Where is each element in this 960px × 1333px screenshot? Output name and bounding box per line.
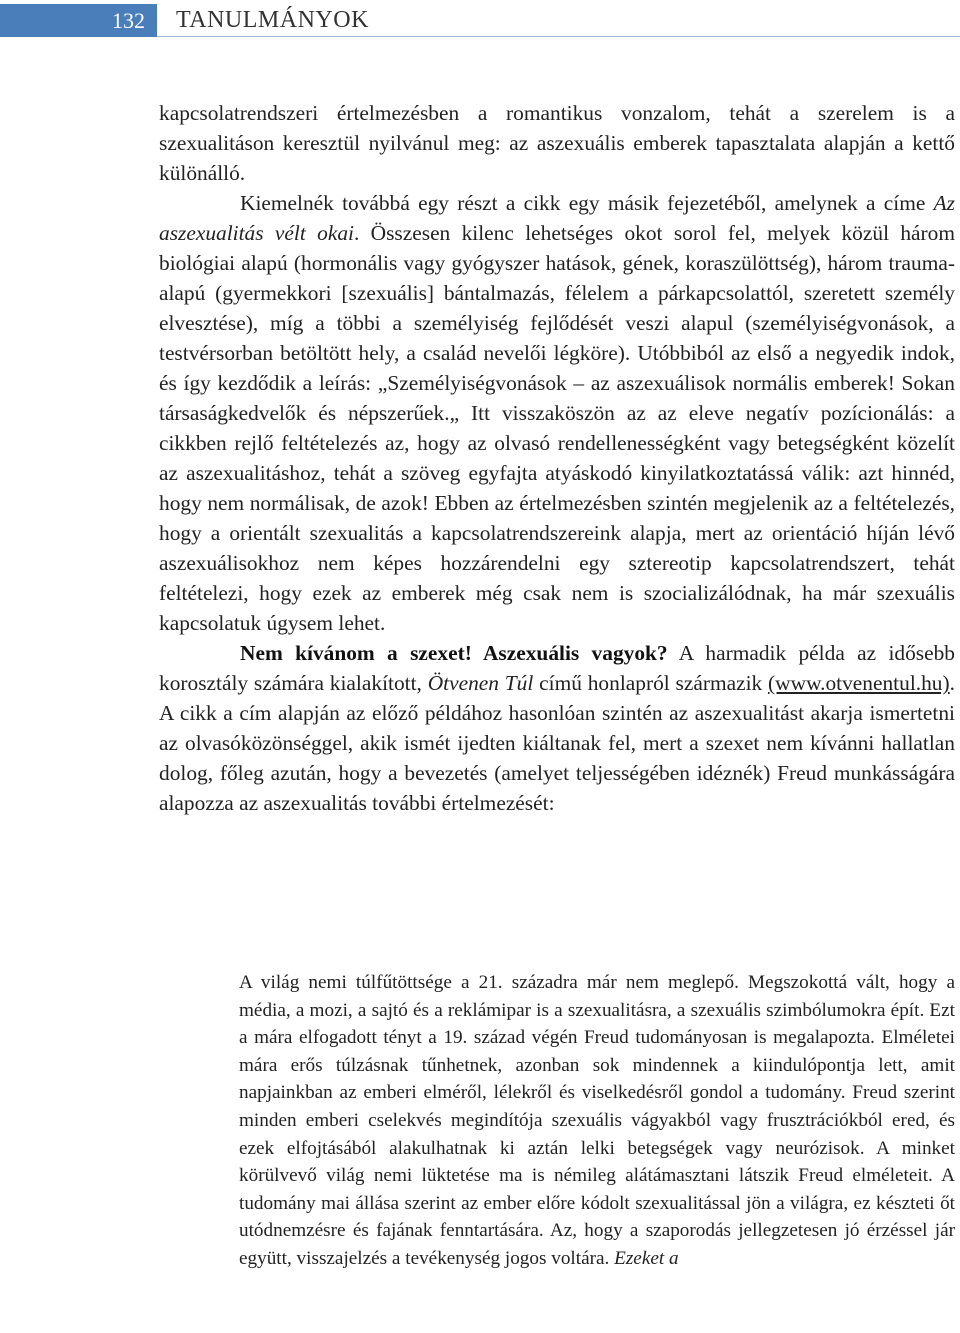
paragraph-2-part-1: Kiemelnék továbbá egy részt a cikk egy másik fejezetéből, amelynek a címe: [240, 191, 934, 215]
paragraph-3-part-1: A harmadik példa az idősebb korosztály számára kialakított,: [159, 641, 955, 695]
paragraph-2: [159, 188, 955, 638]
page-number: 132: [0, 4, 157, 37]
quote-paragraph: [239, 969, 955, 1273]
paragraph-3-part-3: . A cikk a cím alapján az előző példához hasonlóan szintén az aszexualitást akarja ismertetni az olvasóközönséggel, akik ismét ijedten kiáltanak fel, mert a szexet nem kívánni hallatlan dolog, főleg azután, hogy a bevezetés (amelyet teljességében idéznék) Freud munkásságára alapozza az aszexualitás további értelmezését:: [159, 671, 955, 815]
section-title-italic: Az aszexualitás vélt okai: [159, 191, 955, 245]
quote-trailing-italic: Ezeket a: [614, 1247, 679, 1269]
running-head: TANULMÁNYOK: [176, 7, 369, 33]
paragraph-3-part-2: című honlapról származik: [533, 671, 769, 695]
site-name-italic: Ötvenen Túl: [427, 671, 534, 695]
paragraph-1-text: kapcsolatrendszeri értelmezésben a romantikus vonzalom, tehát a szerelem is a szexualitáson keresztül nyilvánul meg: az aszexuális emberek tapasztalata alapján a kettő különálló.: [159, 101, 955, 185]
block-quote: [239, 969, 955, 1273]
paragraph-2-part-2: . Összesen kilenc lehetséges okot sorol fel, melyek közül három biológiai alapú (hormonális vagy gyógyszer hatások, gének, koraszülöttség), három trauma-alapú (gyermekkori [szexuális] bántalmazás, félelem a párkapcsolattól, szeretett személy elvesztése), míg a többi a személyiség fejlődését veszi alapul (személyiségvonások, a testvérsorban betöltött hely, a család nevelői légköre). Utóbbiból az első a negyedik indok, és így kezdődik a leírás: „Személyiségvonások – az aszexuálisok normális emberek! Sokan társaságkedvelők és népszerűek.„ Itt visszaköszön az az eleve negatív pozícionálás: a cikkben rejlő feltételezés az, hogy az olvasó rendellenességként vagy betegségként közelít az aszexualitáshoz, tehát a szöveg egyfajta atyáskodó kinyilatkoztatássá válik: azt hinnéd, hogy nem normálisak, de azok! Ebben az értelmezésben szintén megjelenik az a feltételezés, hogy a orientált szexualitás a kapcsolatrendszereink alapja, mert az orientáció híján lévő aszexuálisokhoz nem képes hozzárendelni egy sztereotip kapcsolatrendszert, tehát feltételezi, hogy ezek az emberek még csak nem is szocializálódnak, ha már szexuális kapcsolatuk úgysem lehet.: [159, 221, 955, 635]
website-link[interactable]: (www.otvenentul.hu): [768, 671, 950, 695]
paragraph-1: [159, 98, 955, 188]
paragraph-3: [159, 638, 955, 818]
page-header: [0, 0, 960, 38]
article-title-bold: Nem kívánom a szexet! Aszexuális vagyok?: [240, 641, 668, 665]
header-rule: [157, 36, 960, 37]
main-text: [159, 98, 955, 818]
quote-text: A világ nemi túlfűtöttsége a 21. századra már nem meglepő. Megszokottá vált, hogy a média, a mozi, a sajtó és a reklámipar is a szexualitásra, a szexuális szimbólumokra épít. Ezt a mára elfogadott tényt a 19. század végén Freud tudományosan is megalapozta. Elméletei mára erős túlzásnak tűnhetnek, azonban sok mindennek a kiindulópontja lett, amit napjainkban az emberi elméről, lélekről és viselkedésről gondol a tudomány. Freud szerint minden emberi cselekvés megindítója szexuális vágyakból vagy frusztrációkból ered, és ezek elfojtásából alakulhatnak ki aztán lelki betegségek vagy neurózisok. A minket körülvevő világ nemi lüktetése ma is némileg alátámasztani látszik Freud elméleteit. A tudomány mai állása szerint az ember előre kódolt szexualitással jön a világra, ez készteti őt utódnemzésre és fajának fenntartására. Az, hogy a szaporodás jellegzetesen jó érzéssel jár együtt, visszajelzés a tevékenység jogos voltára.: [239, 972, 955, 1269]
